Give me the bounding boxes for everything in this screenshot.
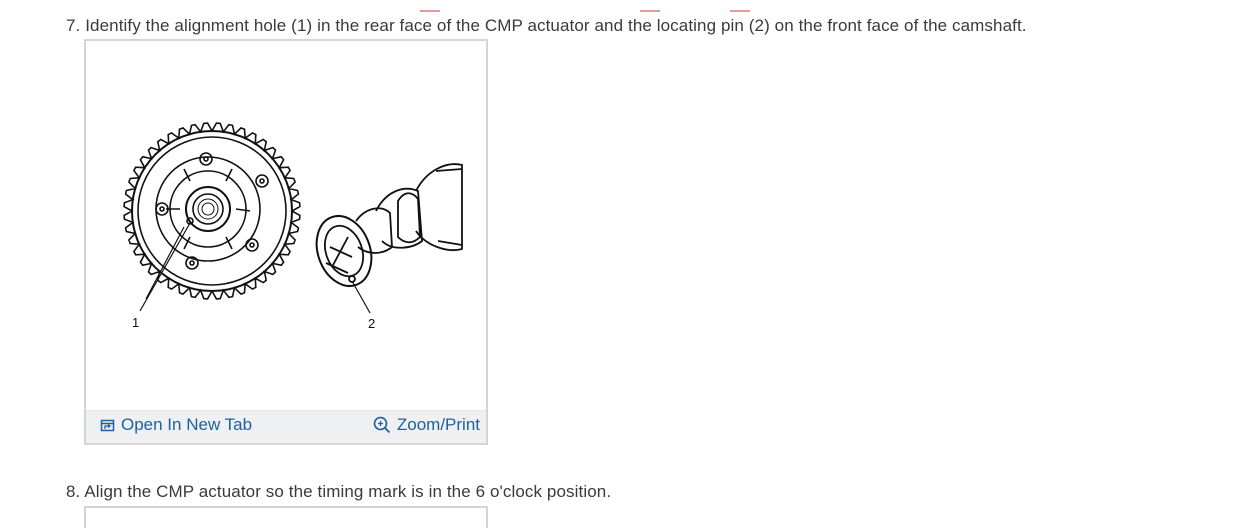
step-8-instruction: 8. Align the CMP actuator so the timing mark is in the 6 o'clock position. (66, 482, 612, 501)
top-accent-svg (420, 10, 760, 13)
camshaft (307, 164, 462, 294)
figure-cmp-actuator (84, 39, 488, 445)
open-in-new-tab-link[interactable] (100, 415, 252, 435)
open-new-tab-icon (100, 418, 115, 433)
cmp-actuator-illustration (86, 41, 486, 411)
callout-1: 1 (132, 315, 140, 330)
zoom-print-label: Zoom/Print (396, 415, 480, 434)
sprocket-gear (124, 123, 300, 299)
zoom-in-icon (373, 416, 391, 434)
step-7-instruction: 7. Identify the alignment hole (1) in the rear face of the CMP actuator and the locating pin (2) on the front face of the camshaft. (66, 16, 1027, 35)
open-in-new-tab-label: Open In New Tab (121, 415, 253, 434)
callout-2: 2 (368, 316, 376, 331)
sprocket-teeth (124, 123, 300, 299)
figure-action-bar (86, 410, 486, 443)
figure-next-frame (84, 506, 488, 528)
zoom-print-link[interactable] (373, 415, 480, 435)
top-accent-line (420, 0, 760, 3)
